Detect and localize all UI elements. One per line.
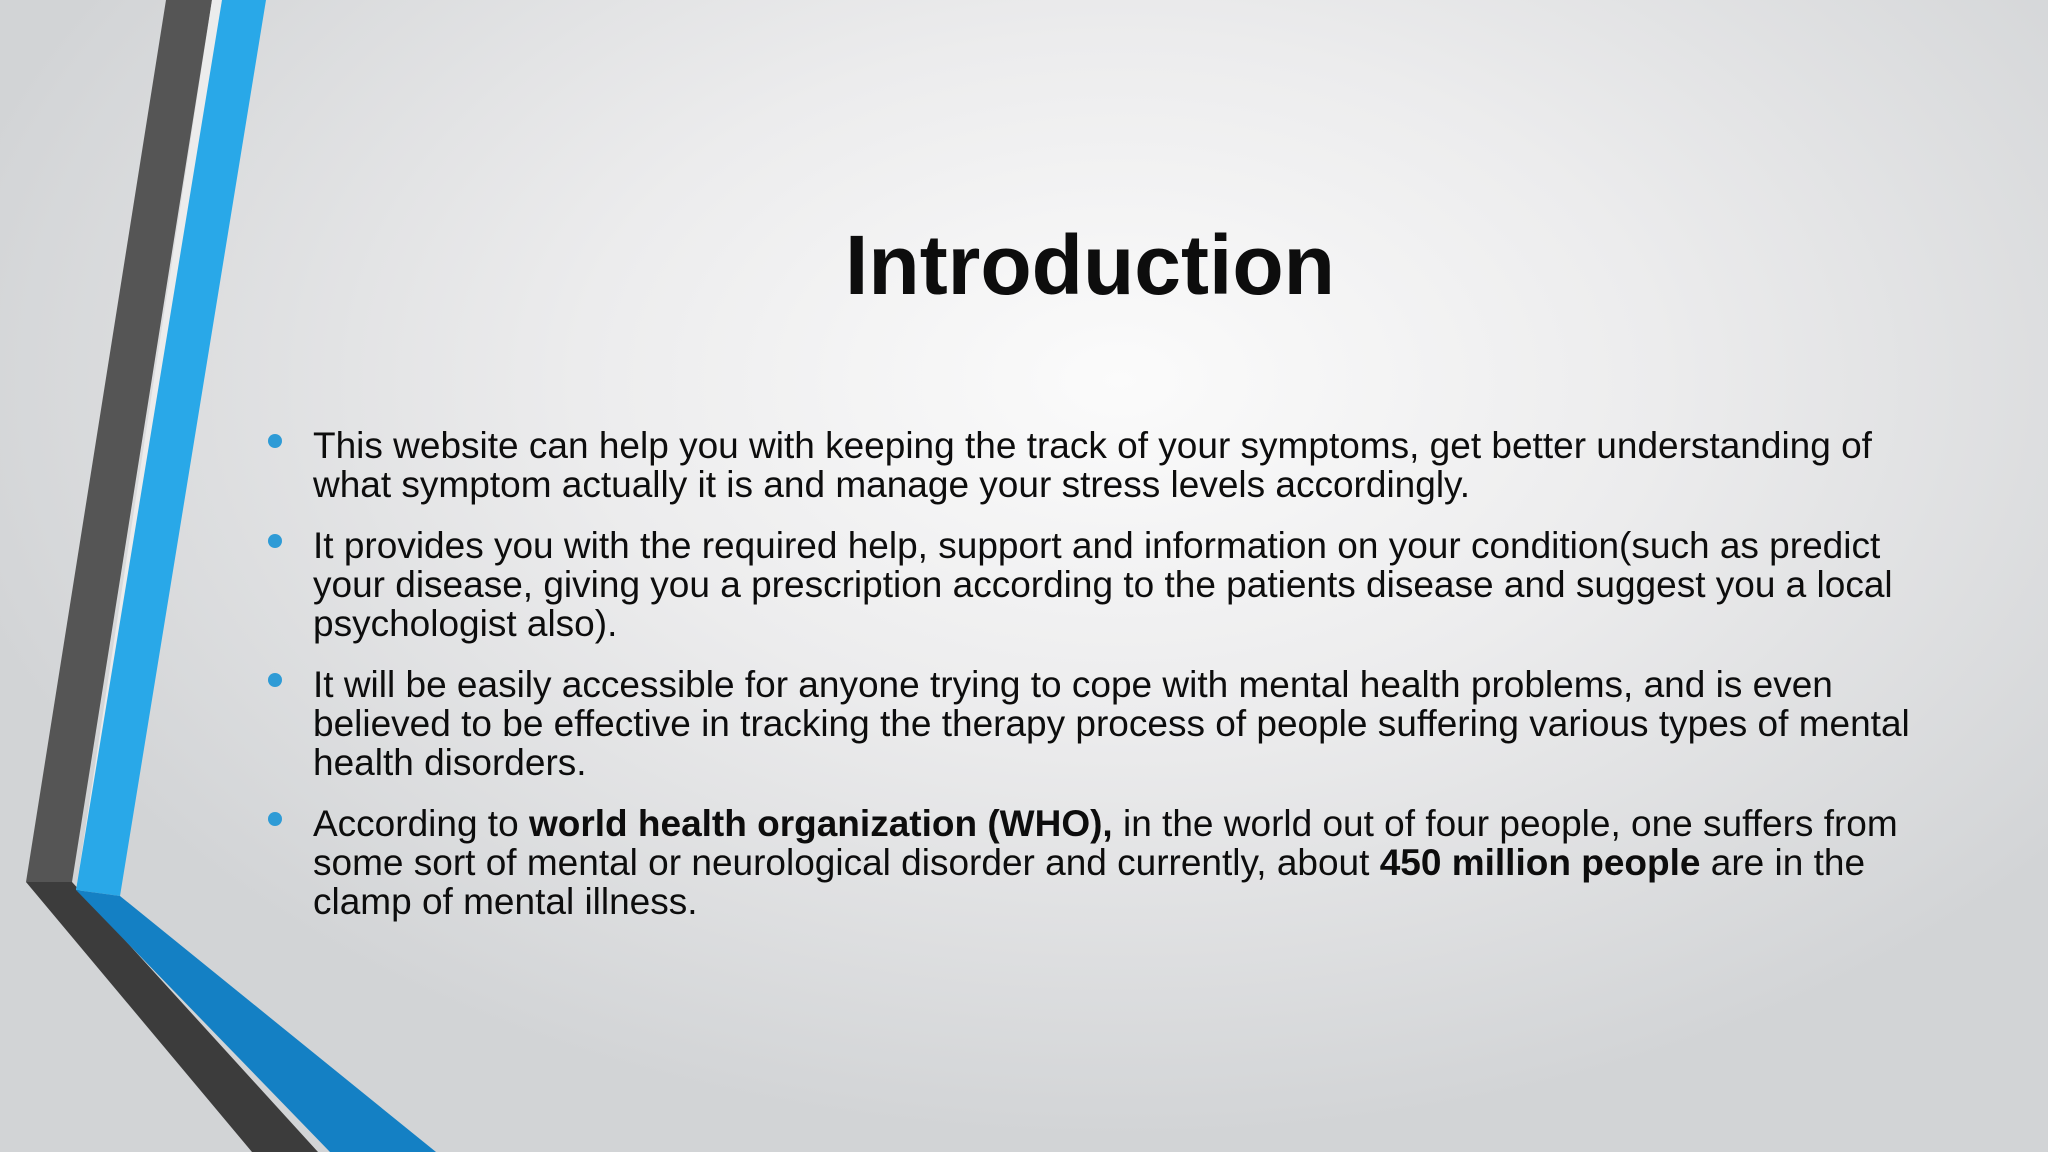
bullet-text-bold: world health organization (WHO), xyxy=(528,803,1113,844)
bullet-text xyxy=(313,425,1872,505)
bullet-item xyxy=(262,426,1922,504)
bullet-item xyxy=(262,665,1922,782)
bullet-list xyxy=(262,426,1922,943)
bullet-dot-icon xyxy=(268,434,282,448)
slide-title: Introduction xyxy=(845,218,1335,312)
bullet-dot-icon xyxy=(268,673,282,687)
bullet-text xyxy=(313,803,1898,922)
bullet-dot-icon xyxy=(268,534,282,548)
bullet-dot-icon xyxy=(268,812,282,826)
bullet-text-bold: 450 million people xyxy=(1379,842,1701,883)
bullet-text-run: are in the clamp of mental illness. xyxy=(313,842,1866,922)
bullet-item xyxy=(262,804,1922,921)
bullet-text-run: It will be easily accessible for anyone trying to cope with mental health problems, and is even believed to be effective in tracking the therapy process of people suffering various types of mental health disorders. xyxy=(313,664,1910,783)
bullet-item xyxy=(262,526,1922,643)
bullet-text xyxy=(313,525,1893,644)
bullet-text xyxy=(313,664,1910,783)
bullet-text-run: It provides you with the required help, support and information on your condition(such as predict your disease, giving you a prescription according to the patients disease and suggest you a local psychologist also). xyxy=(313,525,1893,644)
bullet-text-run: According to xyxy=(313,803,529,844)
bullet-text-run: in the world out of four people, one suffers from some sort of mental or neurological disorder and currently, about xyxy=(313,803,1898,883)
bullet-text-run: This website can help you with keeping the track of your symptoms, get better understanding of what symptom actually it is and manage your stress levels accordingly. xyxy=(313,425,1872,505)
